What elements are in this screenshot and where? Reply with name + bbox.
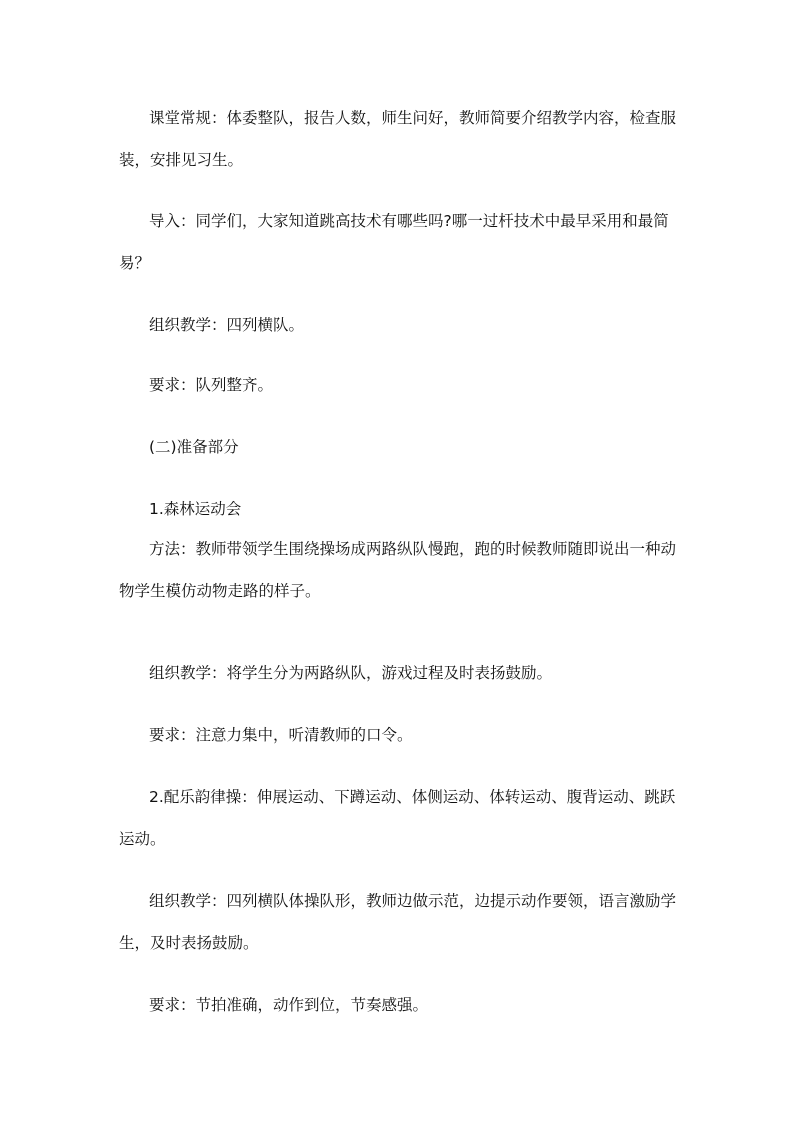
paragraph-rhythmic-exercise: 2.配乐韵律操：伸展运动、下蹲运动、体侧运动、体转运动、腹背运动、跳跃运动。 — [119, 788, 676, 848]
paragraph-method: 方法：教师带领学生围绕操场成两路纵队慢跑，跑的时候教师随即说出一种动物学生模仿动物走路的样子。 — [119, 540, 677, 600]
paragraph-organization-3: 组织教学：四列横队体操队形，教师边做示范，边提示动作要领，语言激励学生，及时表扬鼓励。 — [119, 892, 677, 952]
paragraph-requirement-3: 要求：节拍准确，动作到位，节奏感强。 — [149, 996, 429, 1014]
section-heading-preparation: (二)准备部分 — [149, 438, 239, 456]
paragraph-organization-2: 组织教学：将学生分为两路纵队，游戏过程及时表扬鼓励。 — [149, 664, 553, 682]
subheading-forest-games: 1.森林运动会 — [149, 500, 242, 518]
paragraph-requirement-2: 要求：注意力集中，听清教师的口令。 — [149, 726, 413, 744]
paragraph-classroom-routine: 课堂常规：体委整队，报告人数，师生问好，教师简要介绍教学内容，检查服装，安排见习生。 — [119, 109, 677, 169]
paragraph-requirement-1: 要求：队列整齐。 — [149, 376, 274, 394]
paragraph-introduction: 导入：同学们，大家知道跳高技术有哪些吗?哪一过杆技术中最早采用和最简易？ — [119, 212, 669, 272]
paragraph-organization-1: 组织教学：四列横队。 — [149, 316, 305, 334]
